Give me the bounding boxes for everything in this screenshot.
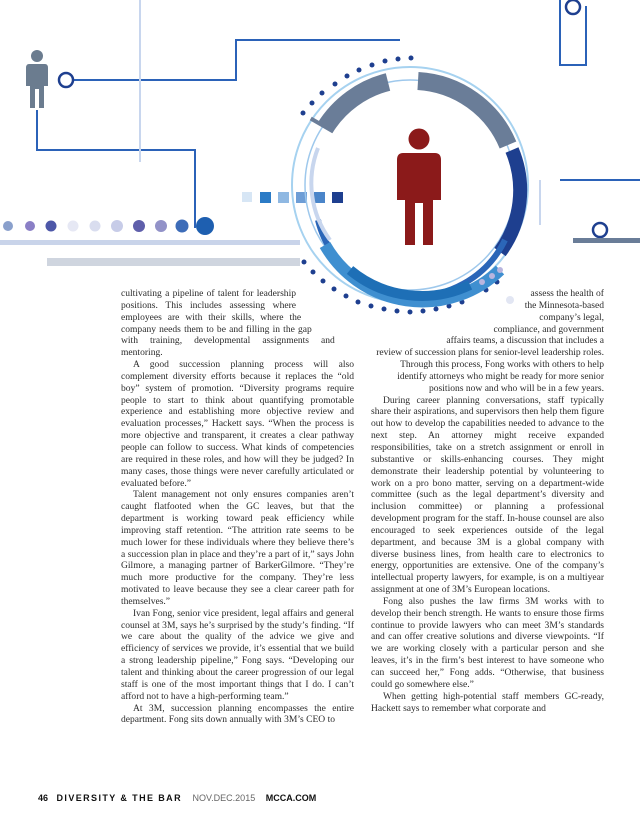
node-circle	[566, 0, 580, 14]
page-number: 46	[38, 793, 49, 803]
dot	[111, 220, 123, 232]
paragraph: When getting high-potential staff members GC-ready, Hackett says to remember what corporate and	[371, 690, 604, 714]
person-icon	[397, 129, 441, 246]
dot	[176, 220, 189, 233]
paragraph: Fong also pushes the law firms 3M works with to develop their bench strength. He wants to ensure those firms continue to provide lawyers who can meet 3M’s standards and can offer creative solutions and diverse viewpoints. “If we are working closely with a particular person and she leaves, it’s in the firm’s best interest to have someone who can succeed her,” Fong adds. “Otherwise, that business could go somewhere else.”	[371, 595, 604, 690]
gradient-bar	[573, 238, 640, 243]
node-circle	[196, 217, 214, 235]
magazine-name: DIVERSITY & THE BAR	[56, 793, 182, 803]
website: MCCA.COM	[265, 793, 317, 803]
gradient-bar	[0, 240, 300, 245]
paragraph: assess the health of the Minnesota-based company’s legal, compliance, and government affairs teams, a discussion that includes a review of succession plans for senior-level leadership roles. Through this process, Fong works with others to help identify attorneys who might be ready for more senior positions now and who will be in a few years.	[376, 288, 604, 394]
dot	[25, 221, 35, 231]
dot	[133, 220, 145, 232]
paragraph: A good succession planning process will also complement diversity efforts because it replaces the “old boy” system of promotion. “Diversity programs require people to start to think about quantifying promotable experience and establishing more objective review and evaluation processes,” Hackett says. “When the process is more objective and transparent, it creates a clear pathway people can follow to success. What kinds of competencies are required in these roles, and how will they be judged? In many cases, those things were never carefully articulated or evaluated before.”	[121, 359, 354, 489]
target-circle	[292, 56, 528, 315]
dot	[3, 221, 13, 231]
node-circle	[593, 223, 607, 237]
issue-date: NOV.DEC.2015	[192, 793, 256, 803]
node-circle	[59, 73, 73, 87]
paragraph: At 3M, succession planning encompasses the entire department. Fong sits down annually with 3M’s CEO to	[121, 702, 354, 726]
article-column-left	[121, 288, 354, 726]
paragraph: Talent management not only ensures companies aren’t caught flatfooted when the GC leaves, but that the department is working toward peak efficiency while improving staff retention. “The attrition rate seems to be much lower for these individuals where they believe there’s a succession plan in place and they’re a part of it,” says John Gilmore, a managing partner of BarkerGilmore. “They’re much more productive for the company. They’re less motivated to leave because they see a clear career path for themselves.”	[121, 489, 354, 607]
paragraph: During career planning conversations, staff typically share their aspirations, and supervisors then help them figure out how to develop the capabilities needed to advance to the next step. An attorney might receive expanded responsibilities, take on a stretch assignment or enroll in substantive or skills-enhancing courses. They might demonstrate their leadership potential by volunteering to work on a pro bono matter, serving on a department-wide committee (such as the legal department’s diversity and inclusion committee) or planning a professional development program for the staff. In-house counsel are also encouraged to seek experiences outside of the legal department, and because 3M is a global company with diverse business lines, from health care to electronics to energy, opportunities are extensive. One of the company’s intellectual property lawyers, for example, is on a multiyear assignment at one of 3M’s European locations.	[371, 394, 604, 596]
gradient-bar	[47, 258, 300, 266]
paragraph: Ivan Fong, senior vice president, legal affairs and general counsel at 3M, says he’s surprised by the study’s finding. “If we care about the quality of the advice we give and efficiency of services we provide, it’s essential that we build a strong leadership pipeline,” Fong says. “Developing our talent and thinking about the career progression of our legal staff is one of the most important things that I do. I can’t afford not to have a high-performing team.”	[121, 607, 354, 702]
circuit-line	[37, 110, 195, 228]
arc-segment	[325, 82, 388, 128]
article-column-right	[371, 288, 604, 714]
dot	[90, 221, 101, 232]
dot	[155, 220, 167, 232]
page-footer	[38, 793, 316, 803]
dot	[68, 221, 79, 232]
person-icon	[26, 50, 48, 108]
paragraph: cultivating a pipeline of talent for leadership positions. This includes assessing where employees are with their skills, where the company needs them to be and filling in the gap with training, developmental assignments and mentoring.	[121, 288, 335, 359]
dot-row	[3, 220, 189, 233]
dot	[46, 221, 57, 232]
succession-illustration	[0, 0, 640, 320]
circuit-line	[73, 40, 400, 80]
arc-segment	[418, 81, 508, 145]
